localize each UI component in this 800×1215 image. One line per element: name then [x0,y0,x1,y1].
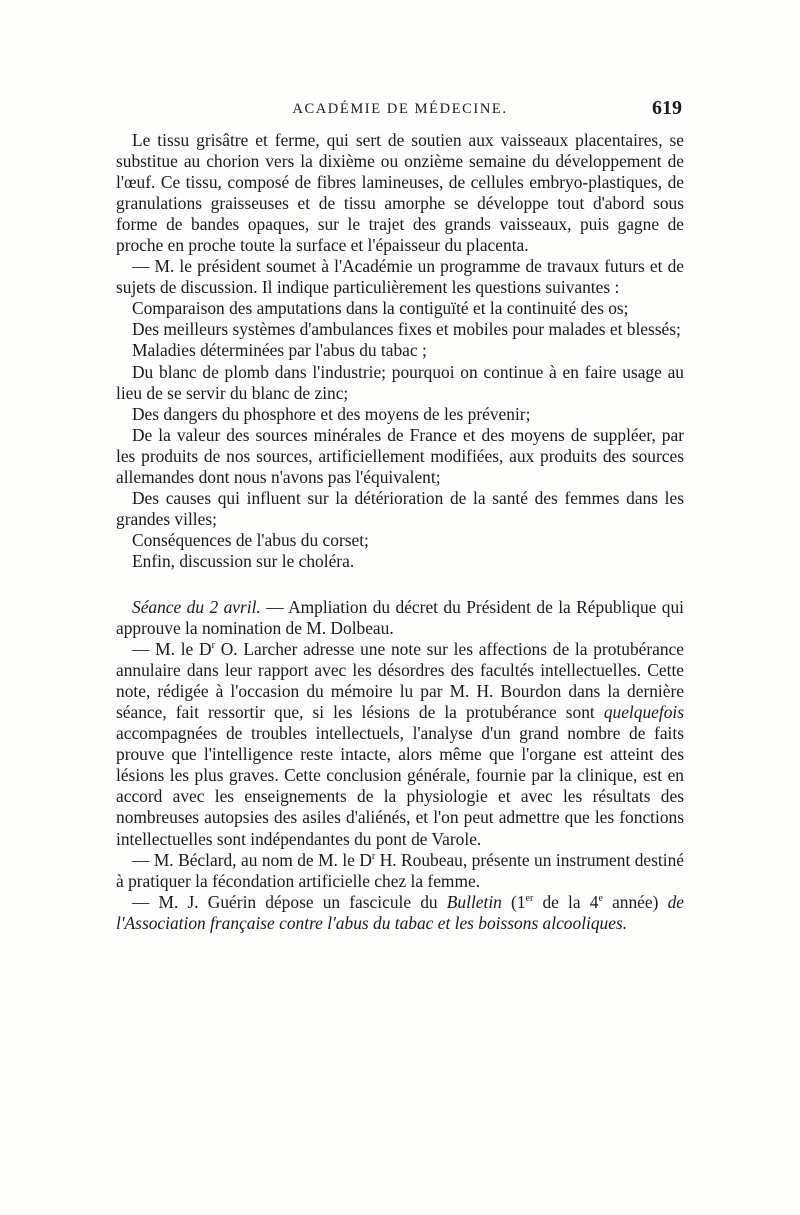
text-run: — M. Béclard, au nom de M. le D [132,849,372,870]
page-number: 619 [652,97,682,119]
list-item-womens-health: Des causes qui influent sur la détérioration de la santé des femmes dans les grandes villes; [116,487,684,529]
text-run: O. Larcher adresse une note sur les affections de la protubérance annulaire dans leur rapport avec les désordres des facultés intellectuelles. Cette note, rédigée à l'occasion du mémoire lu par M. H. Bourdon dans la dernière séance, fait ressortir que, si les lésions de la protubérance sont [116,639,684,723]
text-run: année) [602,891,668,912]
running-title: ACADÉMIE DE MÉDECINE. [292,101,508,117]
list-item-cholera: Enfin, discussion sur le choléra. [132,550,355,571]
italic-run: Bulletin [446,891,502,912]
text-run: — M. J. Guérin dépose un fascicule du [132,891,447,912]
list-item-phosphorus: Des dangers du phosphore et des moyens de les prévenir; [132,403,531,424]
paragraph-president-program: — M. le président soumet à l'Académie un programme de travaux futurs et de sujets de discussion. Il indique particulièrement les questions suivantes : [116,256,684,298]
list-item-ambulances: Des meilleurs systèmes d'ambulances fixes et mobiles pour malades et blessés; [132,319,681,340]
seance-date: Séance du 2 avril. [132,596,261,617]
text-run: H. Roubeau, présente un instrument destiné à pratiquer la fécondation artificielle chez la femme. [116,849,684,891]
paragraph-beclard [116,850,684,892]
paragraph-guerin [116,892,684,934]
text-run: accompagnées de troubles intellectuels, l'analyse d'un grand nombre de faits prouve que l'intelligence reste intacte, alors même que l'organe est atteint des lésions les plus graves. Cette conclusion générale, fournie par la clinique, est en accord avec les enseignements de la physiologie et avec les résultats des nombreuses autopsies des asiles d'aliénés, et l'on peut admettre que les fonctions intellectuelles sont indépendantes du pont de Varole. [116,723,684,849]
superscript: er [525,892,534,904]
body-text [116,130,684,934]
list-item-amputations: Comparaison des amputations dans la contiguïté et la continuité des os; [132,298,629,319]
text-run: — M. le D [132,639,212,660]
italic-run: de l'Association française contre l'abus du tabac et les boissons alcooliques. [116,891,684,933]
list-item-mineral-sources: De la valeur des sources minérales de France et des moyens de suppléer, par les produits de nos sources, artificiellement modifiées, aux produits des sources allemandes dont nous n'avons pas l'équivalent; [116,424,684,487]
superscript: r [371,850,376,862]
text-run: de la 4 [533,891,599,912]
running-header [116,97,684,123]
text-run: (1 [501,891,526,912]
paragraph-larcher-note [116,639,684,849]
paragraph-placenta-tissue: Le tissu grisâtre et ferme, qui sert de soutien aux vaisseaux placentaires, se substitue au chorion vers la dixième ou onzième semaine du développement de l'œuf. Ce tissu, composé de fibres lamineuses, de cellules embryo-plastiques, de granulations graisseuses et de tissu amorphe se développe tout d'abord sous forme de bandes opaques, sur le trajet des grands vaisseaux, puis gagne de proche en proche toute la surface et l'épaisseur du placenta. [116,130,684,256]
list-item-tobacco: Maladies déterminées par l'abus du tabac ; [132,340,427,361]
paragraph-seance-2-avril [116,597,684,639]
italic-run: quelquefois [603,702,684,723]
seance-text: — Ampliation du décret du Président de la République qui approuve la nomination de M. Dolbeau. [116,596,684,639]
superscript: r [211,640,215,652]
superscript: e [598,892,603,904]
list-item-corset: Conséquences de l'abus du corset; [132,529,369,550]
list-item-white-lead: Du blanc de plomb dans l'industrie; pourquoi on continue à en faire usage au lieu de se servir du blanc de zinc; [116,361,684,403]
